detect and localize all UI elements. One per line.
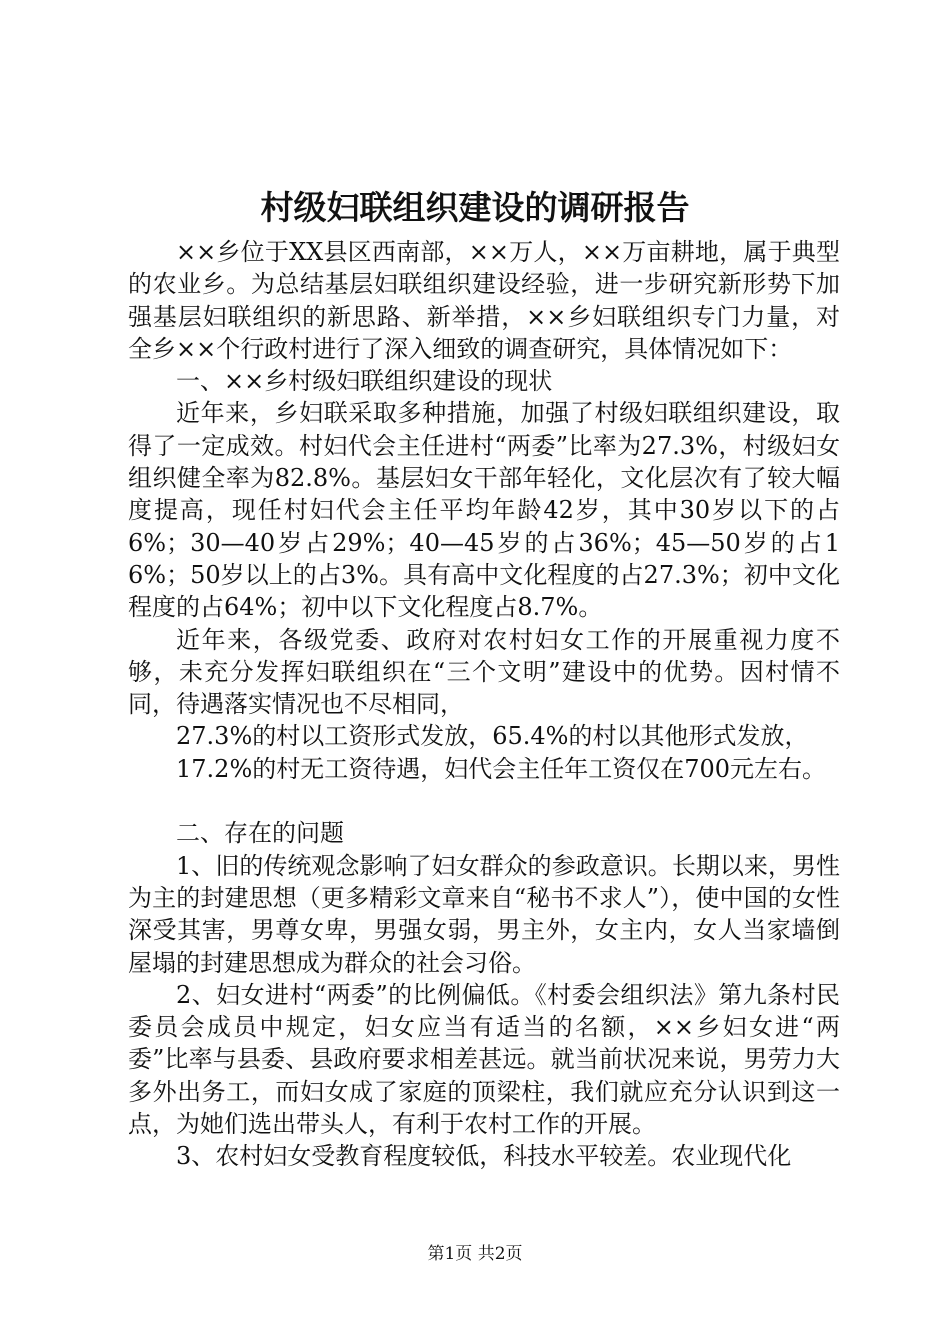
paragraph-problem-1: 1、旧的传统观念影响了妇女群众的参政意识。长期以来，男性为主的封建思想（更多精彩文章来自“秘书不求人”），使中国的女性深受其害，男尊女卑，男强女弱，男主外，女主内，女人当家墙倒屋塌的封建思想成为群众的社会习俗。 (128, 851, 840, 977)
document-body (128, 236, 840, 1173)
section-heading-2: 二、存在的问题 (176, 819, 344, 848)
paragraph-wage-forms: 27.3%的村以工资形式发放，65.4%的村以其他形式发放， (176, 722, 809, 751)
page-number-footer: 第1页 共2页 (427, 1244, 523, 1264)
paragraph-problem-2: 2、妇女进村“两委”的比例偏低。《村委会组织法》第九条村民委员会成员中规定，妇女应当有适当的名额，××乡妇女进“两委”比率与县委、县政府要求相差甚远。就当前状况来说，男劳力大多外出务工，而妇女成了家庭的顶梁柱，我们就应充分认识到这一点，为她们选出带头人，有利于农村工作的开展。 (128, 980, 840, 1139)
paragraph-status: 近年来，乡妇联采取多种措施，加强了村级妇联组织建设，取得了一定成效。村妇代会主任进村“两委”比率为27.3%，村级妇女组织健全率为82.8%。基层妇女干部年轻化，文化层次有了较大幅度提高，现任村妇代会主任平均年龄42岁，其中30岁以下的占6%；30—40岁占29%；40—45岁的占36%；45—50岁的占16%；50岁以上的占3%。具有高中文化程度的占27.3%；初中文化程度的占64%；初中以下文化程度占8.7%。 (128, 399, 840, 622)
blank-line (128, 785, 840, 817)
paragraph-no-wage: 17.2%的村无工资待遇，妇代会主任年工资仅在700元左右。 (176, 754, 827, 783)
section-heading-1: 一、××乡村级妇联组织建设的现状 (176, 367, 553, 396)
paragraph-treatment: 近年来，各级党委、政府对农村妇女工作的开展重视力度不够，未充分发挥妇联组织在“三个文明”建设中的优势。因村情不同，待遇落实情况也不尽相同， (128, 625, 840, 719)
paragraph-intro: ××乡位于XX县区西南部，××万人，××万亩耕地，属于典型的农业乡。为总结基层妇联组织建设经验，进一步研究新形势下加强基层妇联组织的新思路、新举措，××乡妇联组织专门力量，对全乡××个行政村进行了深入细致的调查研究，具体情况如下： (128, 238, 840, 363)
paragraph-problem-3: 3、农村妇女受教育程度较低，科技水平较差。农业现代化 (176, 1142, 792, 1171)
document-title: 村级妇联组织建设的调研报告 (260, 188, 690, 227)
